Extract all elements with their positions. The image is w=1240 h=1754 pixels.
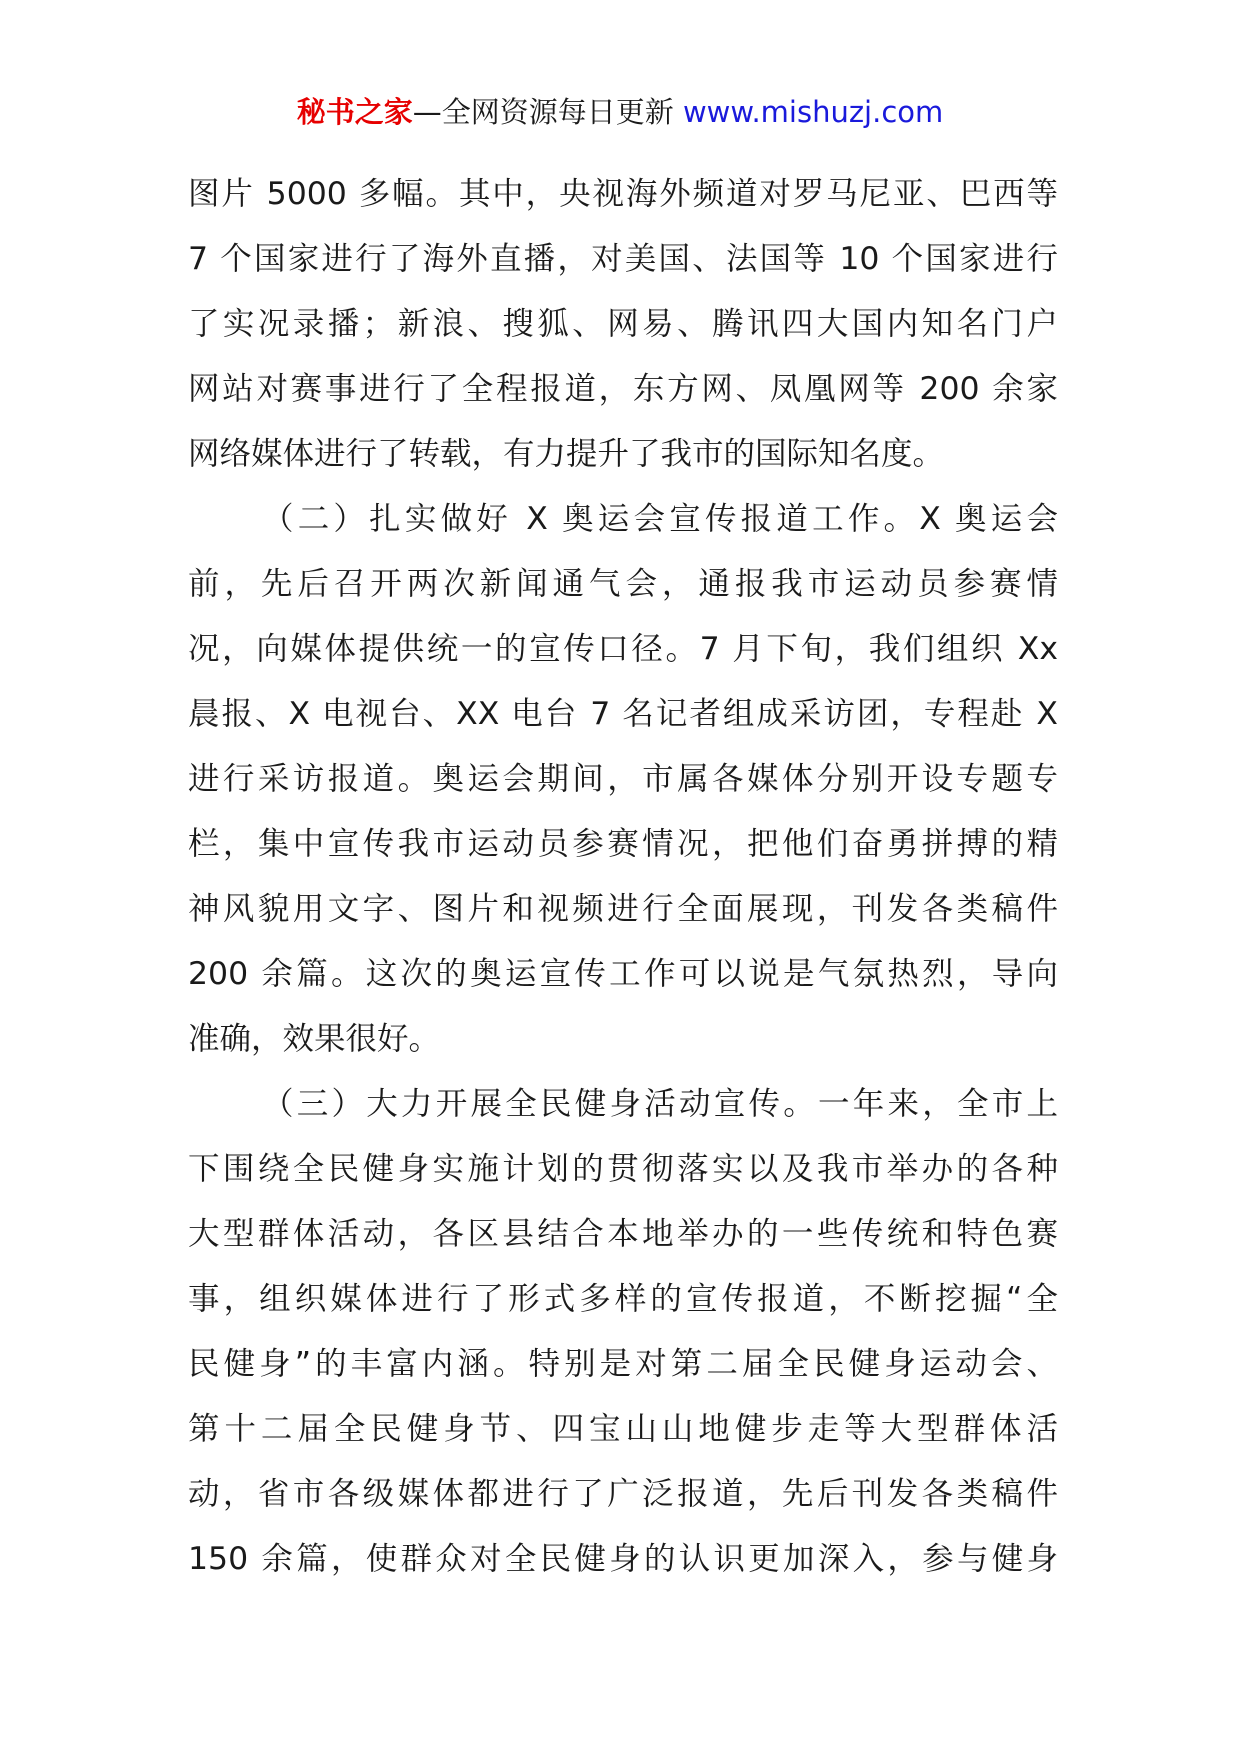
text-line: 晨报、X 电视台、XX 电台 7 名记者组成采访团，专程赴 X [188,696,1058,732]
text-line: 前，先后召开两次新闻通气会，通报我市运动员参赛情 [188,566,1058,602]
text-line: 神风貌用文字、图片和视频进行全面展现，刊发各类稿件 [188,891,1058,927]
text-line: 况，向媒体提供统一的宣传口径。7 月下旬，我们组织 Xx [188,631,1058,667]
text-line: 下围绕全民健身实施计划的贯彻落实以及我市举办的各种 [188,1151,1058,1187]
text-line: 第十二届全民健身节、四宝山山地健步走等大型群体活 [188,1411,1058,1447]
brand-name: 秘书之家 [296,95,413,129]
text-line: 150 余篇，使群众对全民健身的认识更加深入，参与健身 [188,1541,1058,1577]
text-line: 栏，集中宣传我市运动员参赛情况，把他们奋勇拼搏的精 [188,826,1058,862]
text-line: 民健身”的丰富内涵。特别是对第二届全民健身运动会、 [188,1346,1058,1382]
paragraph-heading-line: （三）大力开展全民健身活动宣传。一年来，全市上 [262,1086,1058,1122]
text-line: 进行采访报道。奥运会期间，市属各媒体分别开设专题专 [188,761,1058,797]
paragraph-heading-line: （二）扎实做好 X 奥运会宣传报道工作。X 奥运会 [262,501,1058,537]
text-line: 大型群体活动，各区县结合本地举办的一些传统和特色赛 [188,1216,1058,1252]
text-line: 动，省市各级媒体都进行了广泛报道，先后刊发各类稿件 [188,1476,1058,1512]
text-line: 网站对赛事进行了全程报道，东方网、凤凰网等 200 余家 [188,371,1058,407]
text-line: 事，组织媒体进行了形式多样的宣传报道，不断挖掘“全 [188,1281,1058,1317]
document-body [188,162,1058,1592]
text-line: 7 个国家进行了海外直播，对美国、法国等 10 个国家进行 [188,241,1058,277]
text-line: 图片 5000 多幅。其中，央视海外频道对罗马尼亚、巴西等 [188,176,1058,212]
header-tagline: —全网资源每日更新 [412,95,674,129]
text-line: 准确，效果很好。 [188,1021,441,1057]
text-line: 200 余篇。这次的奥运宣传工作可以说是气氛热烈，导向 [188,956,1058,992]
site-url-link[interactable]: www.mishuzj.com [682,95,944,129]
text-line: 网络媒体进行了转载，有力提升了我市的国际知名度。 [188,436,945,472]
site-header [0,92,1240,132]
text-line: 了实况录播；新浪、搜狐、网易、腾讯四大国内知名门户 [188,306,1058,342]
